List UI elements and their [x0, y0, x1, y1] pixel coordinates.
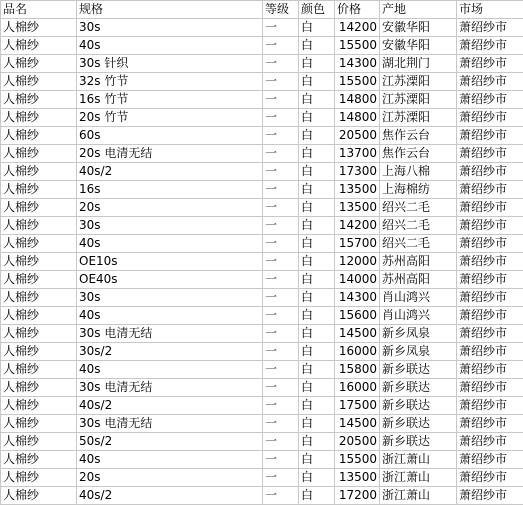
table-row [1, 415, 523, 433]
grade-cell: 一 [263, 307, 299, 325]
table-row [1, 127, 523, 145]
market-cell: 萧绍纱市 [457, 37, 523, 55]
origin-cell: 上海棉纺 [380, 181, 457, 199]
table-row [1, 37, 523, 55]
market-cell: 萧绍纱市 [457, 415, 523, 433]
product-name-cell: 人棉纱 [1, 181, 77, 199]
origin-cell: 浙江萧山 [380, 451, 457, 469]
origin-cell: 新乡联达 [380, 361, 457, 379]
market-cell: 萧绍纱市 [457, 433, 523, 451]
price-cell: 15600 [335, 307, 380, 325]
origin-cell: 浙江萧山 [380, 487, 457, 505]
origin-cell: 焦作云台 [380, 145, 457, 163]
header-cell-spec: 规格 [77, 1, 263, 19]
product-name-cell: 人棉纱 [1, 325, 77, 343]
product-name-cell: 人棉纱 [1, 55, 77, 73]
header-cell-grade: 等级 [263, 1, 299, 19]
grade-cell: 一 [263, 253, 299, 271]
market-cell: 萧绍纱市 [457, 55, 523, 73]
price-cell: 14200 [335, 217, 380, 235]
table-row [1, 181, 523, 199]
table-row [1, 487, 523, 505]
table-row [1, 19, 523, 37]
market-cell: 萧绍纱市 [457, 253, 523, 271]
header-row [1, 1, 523, 19]
spec-cell: 60s [77, 127, 263, 145]
product-name-cell: 人棉纱 [1, 433, 77, 451]
origin-cell: 苏州高阳 [380, 253, 457, 271]
product-name-cell: 人棉纱 [1, 91, 77, 109]
grade-cell: 一 [263, 379, 299, 397]
market-cell: 萧绍纱市 [457, 379, 523, 397]
market-cell: 萧绍纱市 [457, 235, 523, 253]
product-name-cell: 人棉纱 [1, 361, 77, 379]
table-row [1, 343, 523, 361]
market-cell: 萧绍纱市 [457, 73, 523, 91]
grade-cell: 一 [263, 127, 299, 145]
origin-cell: 新乡凤泉 [380, 325, 457, 343]
product-name-cell: 人棉纱 [1, 397, 77, 415]
origin-cell: 湖北荆门 [380, 55, 457, 73]
grade-cell: 一 [263, 361, 299, 379]
origin-cell: 绍兴二毛 [380, 217, 457, 235]
origin-cell: 绍兴二毛 [380, 199, 457, 217]
spec-cell: 40s [77, 451, 263, 469]
header-cell-price: 价格 [335, 1, 380, 19]
spec-cell: 20s [77, 469, 263, 487]
header-cell-market: 市场 [457, 1, 523, 19]
color-cell: 白 [299, 253, 335, 271]
color-cell: 白 [299, 343, 335, 361]
origin-cell: 肖山鸿兴 [380, 307, 457, 325]
product-name-cell: 人棉纱 [1, 19, 77, 37]
price-cell: 15500 [335, 73, 380, 91]
product-name-cell: 人棉纱 [1, 271, 77, 289]
spec-cell: 40s [77, 307, 263, 325]
origin-cell: 苏州高阳 [380, 271, 457, 289]
spec-cell: 30s [77, 217, 263, 235]
color-cell: 白 [299, 271, 335, 289]
market-cell: 萧绍纱市 [457, 19, 523, 37]
table-row [1, 109, 523, 127]
grade-cell: 一 [263, 145, 299, 163]
color-cell: 白 [299, 73, 335, 91]
color-cell: 白 [299, 181, 335, 199]
table-row [1, 469, 523, 487]
market-cell: 萧绍纱市 [457, 271, 523, 289]
spec-cell: 30s [77, 289, 263, 307]
price-cell: 15700 [335, 235, 380, 253]
product-name-cell: 人棉纱 [1, 343, 77, 361]
price-cell: 13500 [335, 199, 380, 217]
market-cell: 萧绍纱市 [457, 469, 523, 487]
grade-cell: 一 [263, 181, 299, 199]
color-cell: 白 [299, 91, 335, 109]
table-row [1, 379, 523, 397]
color-cell: 白 [299, 433, 335, 451]
table-row [1, 361, 523, 379]
origin-cell: 安徽华阳 [380, 19, 457, 37]
market-cell: 萧绍纱市 [457, 127, 523, 145]
color-cell: 白 [299, 19, 335, 37]
price-cell: 14800 [335, 91, 380, 109]
color-cell: 白 [299, 109, 335, 127]
table-row [1, 217, 523, 235]
spec-cell: 30s/2 [77, 343, 263, 361]
spec-cell: OE40s [77, 271, 263, 289]
origin-cell: 新乡联达 [380, 433, 457, 451]
product-name-cell: 人棉纱 [1, 487, 77, 505]
price-cell: 13500 [335, 181, 380, 199]
table-row [1, 397, 523, 415]
market-cell: 萧绍纱市 [457, 397, 523, 415]
grade-cell: 一 [263, 415, 299, 433]
origin-cell: 上海八棉 [380, 163, 457, 181]
grade-cell: 一 [263, 451, 299, 469]
header-cell-origin: 产地 [380, 1, 457, 19]
price-cell: 13500 [335, 469, 380, 487]
price-cell: 16000 [335, 343, 380, 361]
price-cell: 14300 [335, 289, 380, 307]
grade-cell: 一 [263, 289, 299, 307]
market-cell: 萧绍纱市 [457, 109, 523, 127]
table-row [1, 199, 523, 217]
price-cell: 15500 [335, 37, 380, 55]
market-cell: 萧绍纱市 [457, 91, 523, 109]
market-cell: 萧绍纱市 [457, 343, 523, 361]
spec-cell: 16s 竹节 [77, 91, 263, 109]
grade-cell: 一 [263, 91, 299, 109]
market-cell: 萧绍纱市 [457, 217, 523, 235]
origin-cell: 浙江萧山 [380, 469, 457, 487]
product-name-cell: 人棉纱 [1, 127, 77, 145]
spec-cell: 40s/2 [77, 163, 263, 181]
market-cell: 萧绍纱市 [457, 289, 523, 307]
price-cell: 14300 [335, 55, 380, 73]
product-name-cell: 人棉纱 [1, 109, 77, 127]
table-row [1, 307, 523, 325]
market-cell: 萧绍纱市 [457, 199, 523, 217]
market-cell: 萧绍纱市 [457, 181, 523, 199]
spec-cell: 50s/2 [77, 433, 263, 451]
table-row [1, 145, 523, 163]
color-cell: 白 [299, 199, 335, 217]
table-body [1, 1, 523, 505]
market-cell: 萧绍纱市 [457, 145, 523, 163]
spec-cell: 40s [77, 361, 263, 379]
spec-cell: OE10s [77, 253, 263, 271]
grade-cell: 一 [263, 73, 299, 91]
price-cell: 15800 [335, 361, 380, 379]
grade-cell: 一 [263, 397, 299, 415]
color-cell: 白 [299, 379, 335, 397]
table-row [1, 271, 523, 289]
origin-cell: 新乡联达 [380, 415, 457, 433]
grade-cell: 一 [263, 487, 299, 505]
grade-cell: 一 [263, 235, 299, 253]
grade-cell: 一 [263, 469, 299, 487]
product-name-cell: 人棉纱 [1, 415, 77, 433]
price-cell: 14200 [335, 19, 380, 37]
market-cell: 萧绍纱市 [457, 487, 523, 505]
header-cell-color: 颜色 [299, 1, 335, 19]
color-cell: 白 [299, 289, 335, 307]
price-cell: 17300 [335, 163, 380, 181]
header-cell-name: 品名 [1, 1, 77, 19]
grade-cell: 一 [263, 55, 299, 73]
color-cell: 白 [299, 127, 335, 145]
price-cell: 15500 [335, 451, 380, 469]
color-cell: 白 [299, 397, 335, 415]
price-cell: 16000 [335, 379, 380, 397]
product-name-cell: 人棉纱 [1, 37, 77, 55]
product-name-cell: 人棉纱 [1, 145, 77, 163]
market-cell: 萧绍纱市 [457, 325, 523, 343]
origin-cell: 江苏溧阳 [380, 91, 457, 109]
grade-cell: 一 [263, 163, 299, 181]
spec-cell: 30s 针织 [77, 55, 263, 73]
product-name-cell: 人棉纱 [1, 253, 77, 271]
price-cell: 14800 [335, 109, 380, 127]
table-row [1, 451, 523, 469]
grade-cell: 一 [263, 37, 299, 55]
price-cell: 20500 [335, 127, 380, 145]
spec-cell: 32s 竹节 [77, 73, 263, 91]
origin-cell: 江苏溧阳 [380, 73, 457, 91]
color-cell: 白 [299, 469, 335, 487]
product-name-cell: 人棉纱 [1, 199, 77, 217]
color-cell: 白 [299, 163, 335, 181]
origin-cell: 焦作云台 [380, 127, 457, 145]
market-cell: 萧绍纱市 [457, 307, 523, 325]
grade-cell: 一 [263, 325, 299, 343]
color-cell: 白 [299, 487, 335, 505]
price-cell: 14000 [335, 271, 380, 289]
spec-cell: 40s [77, 235, 263, 253]
product-name-cell: 人棉纱 [1, 469, 77, 487]
price-cell: 17200 [335, 487, 380, 505]
origin-cell: 新乡联达 [380, 397, 457, 415]
spec-cell: 40s/2 [77, 397, 263, 415]
market-cell: 萧绍纱市 [457, 163, 523, 181]
market-cell: 萧绍纱市 [457, 361, 523, 379]
spec-cell: 20s [77, 199, 263, 217]
color-cell: 白 [299, 451, 335, 469]
color-cell: 白 [299, 55, 335, 73]
table-row [1, 91, 523, 109]
product-name-cell: 人棉纱 [1, 451, 77, 469]
market-cell: 萧绍纱市 [457, 451, 523, 469]
color-cell: 白 [299, 415, 335, 433]
price-cell: 14500 [335, 415, 380, 433]
table-row [1, 163, 523, 181]
spec-cell: 20s 竹节 [77, 109, 263, 127]
product-name-cell: 人棉纱 [1, 379, 77, 397]
table-row [1, 235, 523, 253]
color-cell: 白 [299, 325, 335, 343]
grade-cell: 一 [263, 271, 299, 289]
table-row [1, 289, 523, 307]
grade-cell: 一 [263, 109, 299, 127]
table-row [1, 73, 523, 91]
origin-cell: 江苏溧阳 [380, 109, 457, 127]
price-cell: 12000 [335, 253, 380, 271]
grade-cell: 一 [263, 19, 299, 37]
spec-cell: 30s 电清无结 [77, 415, 263, 433]
table-row [1, 55, 523, 73]
origin-cell: 新乡凤泉 [380, 343, 457, 361]
spec-cell: 20s 电清无结 [77, 145, 263, 163]
price-cell: 13700 [335, 145, 380, 163]
grade-cell: 一 [263, 433, 299, 451]
product-name-cell: 人棉纱 [1, 73, 77, 91]
product-name-cell: 人棉纱 [1, 163, 77, 181]
origin-cell: 绍兴二毛 [380, 235, 457, 253]
origin-cell: 肖山鸿兴 [380, 289, 457, 307]
price-cell: 17500 [335, 397, 380, 415]
color-cell: 白 [299, 217, 335, 235]
spec-cell: 40s [77, 37, 263, 55]
product-name-cell: 人棉纱 [1, 289, 77, 307]
product-name-cell: 人棉纱 [1, 307, 77, 325]
color-cell: 白 [299, 307, 335, 325]
origin-cell: 新乡联达 [380, 379, 457, 397]
table-row [1, 433, 523, 451]
origin-cell: 安徽华阳 [380, 37, 457, 55]
product-name-cell: 人棉纱 [1, 235, 77, 253]
grade-cell: 一 [263, 217, 299, 235]
grade-cell: 一 [263, 199, 299, 217]
color-cell: 白 [299, 235, 335, 253]
spec-cell: 30s 电清无结 [77, 379, 263, 397]
color-cell: 白 [299, 361, 335, 379]
spec-cell: 30s 电清无结 [77, 325, 263, 343]
spec-cell: 40s/2 [77, 487, 263, 505]
spec-cell: 16s [77, 181, 263, 199]
table-row [1, 253, 523, 271]
product-name-cell: 人棉纱 [1, 217, 77, 235]
price-cell: 20500 [335, 433, 380, 451]
price-cell: 14500 [335, 325, 380, 343]
color-cell: 白 [299, 145, 335, 163]
spec-cell: 30s [77, 19, 263, 37]
color-cell: 白 [299, 37, 335, 55]
table-row [1, 325, 523, 343]
grade-cell: 一 [263, 343, 299, 361]
